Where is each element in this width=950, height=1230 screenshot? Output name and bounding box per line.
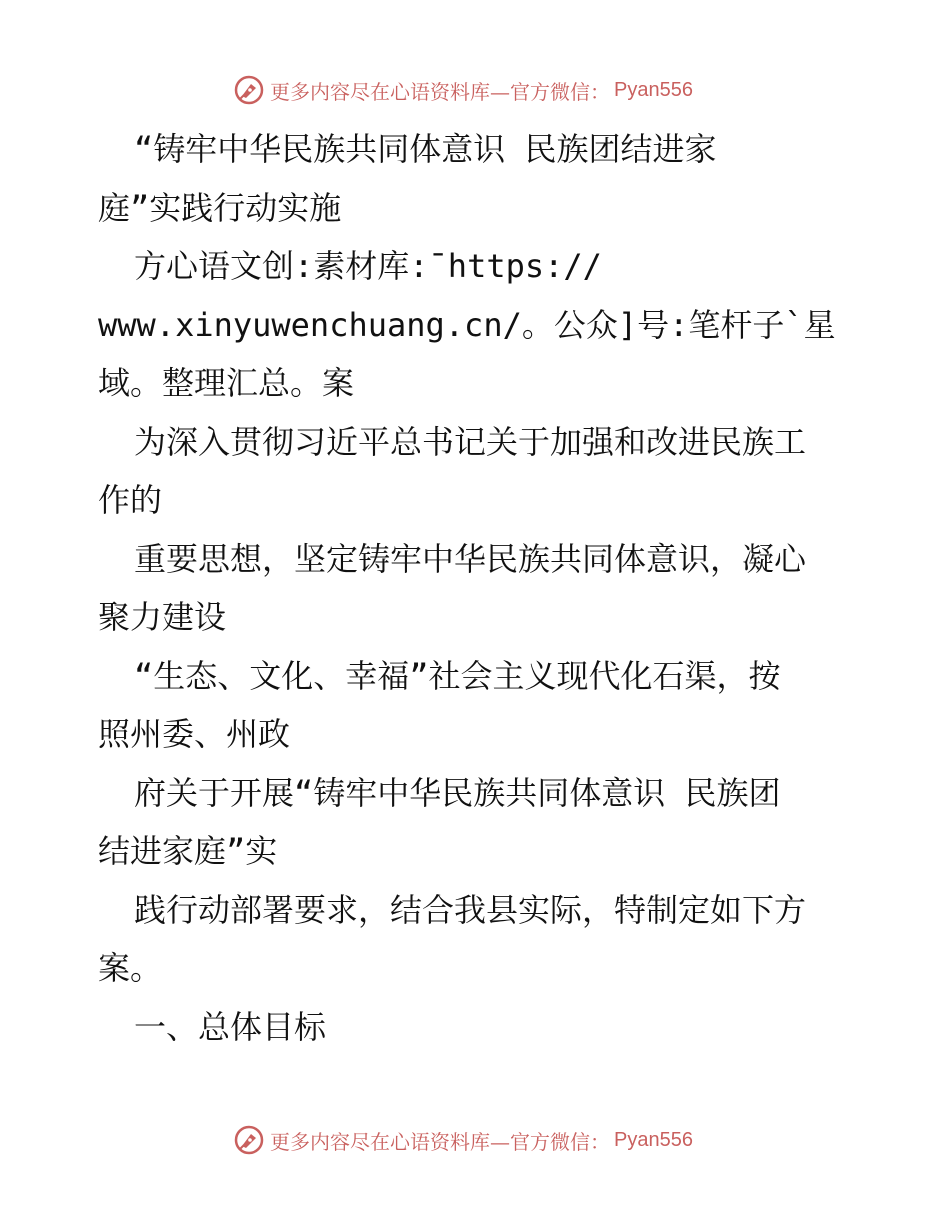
text-line: 府关于开展“铸牢中华民族共同体意识 民族团 (134, 773, 781, 812)
document-body (98, 120, 858, 1056)
watermark-wechat-id: Pyan556 (614, 1128, 693, 1151)
text-line: 为深入贯彻习近平总书记关于加强和改进民族工 (134, 422, 807, 461)
text-line: 重要思想，坚定铸牢中华民族共同体意识，凝心 (134, 539, 807, 578)
text-line: 域。整理汇总。案 (98, 364, 355, 402)
footer-watermark (234, 1123, 693, 1157)
text-line: 结进家庭”实 (98, 832, 278, 870)
text-line: “生态、文化、幸福”社会主义现代化石渠，按 (134, 656, 781, 695)
text-line: 照州委、州政 (98, 715, 291, 753)
pen-nib-logo-icon (234, 1125, 264, 1155)
section-heading: 一、总体目标 (134, 1007, 327, 1046)
text-line: 聚力建设 (98, 598, 227, 636)
watermark-text: 更多内容尽在心语资料库—官方微信： (270, 1129, 610, 1154)
text-line: 践行动部署要求，结合我县实际，特制定如下方 (134, 890, 807, 929)
watermark-wechat-id: Pyan556 (614, 78, 693, 101)
text-line: 作的 (98, 481, 163, 519)
text-line: “铸牢中华民族共同体意识 民族团结进家 (134, 130, 717, 168)
text-line: www.xinyuwenchuang.cn/。公众]号:笔杆子`星 (98, 305, 836, 344)
watermark-text: 更多内容尽在心语资料库—官方微信： (270, 79, 610, 104)
text-line: 方心语文创:素材库:¯https:// (134, 247, 602, 285)
text-line: 案。 (98, 949, 163, 987)
header-watermark (234, 73, 693, 107)
pen-nib-logo-icon (234, 75, 264, 105)
text-line: 庭”实践行动实施 (98, 188, 342, 227)
